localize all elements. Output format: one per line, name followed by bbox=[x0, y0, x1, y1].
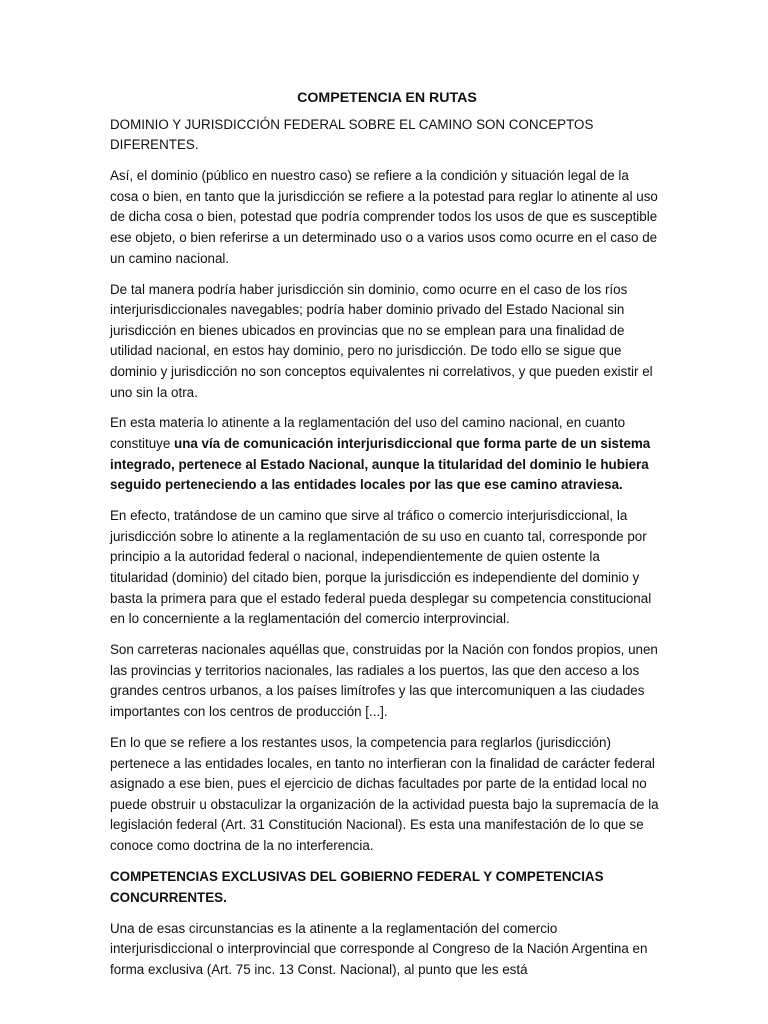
document-page bbox=[110, 88, 660, 991]
paragraph-jurisdiccion-sin-dominio: De tal manera podría haber jurisdicción sin dominio, como ocurre en el caso de los ríos interjurisdiccionales navegables; podría haber dominio privado del Estado Nacional sin jurisdicción en bienes ubicados en provincias que no se emplean para una finalidad de utilidad nacional, en estos hay dominio, pero no jurisdicción. De todo ello se sigue que dominio y jurisdicción no son conceptos equivalentes ni correlativos, y que pueden existir el uno sin la otra. bbox=[110, 281, 653, 400]
paragraph-en-efecto: En efecto, tratándose de un camino que sirve al tráfico o comercio interjurisdiccional, la jurisdicción sobre lo atinente a la reglamentación de su uso en cuanto tal, corresponde por principio a la autoridad federal o nacional, independientemente de quien ostente la titularidad (dominio) del citado bien, porque la jurisdicción es independiente del dominio y basta la primera para que el estado federal pueda desplegar su competencia constitucional en lo concerniente a la reglamentación del comercio interprovincial. bbox=[110, 508, 652, 627]
paragraph-reglamentacion bbox=[110, 413, 660, 495]
document-subtitle: DOMINIO Y JURISDICCIÓN FEDERAL SOBRE EL CAMINO SON CONCEPTOS DIFERENTES. bbox=[110, 116, 594, 153]
paragraph-restantes-usos: En lo que se refiere a los restantes usos, la competencia para reglarlos (jurisdicción) pertenece a las entidades locales, en tanto no interfieran con la finalidad de carácter federal asignado a ese bien, pues el ejercicio de dichas facultades por parte de la entidad local no puede obstruir u obstaculizar la organización de la actividad puesta bajo la supremacía de la legislación federal (Art. 31 Constitución Nacional). Es esta una manifestación de lo que se conoce como doctrina de la no interferencia. bbox=[110, 734, 659, 853]
document-title: COMPETENCIA EN RUTAS bbox=[297, 90, 477, 106]
paragraph-reglamentacion-bold: una vía de comunicación interjurisdiccional que forma parte de un sistema integrado, pertenece al Estado Nacional, aunque la titularidad del dominio le hubiera seguido perteneciendo a las entidades locales por las que ese camino atraviesa. bbox=[110, 436, 651, 493]
paragraph-dominio: Así, el dominio (público en nuestro caso) se refiere a la condición y situación legal de la cosa o bien, en tanto que la jurisdicción se refiere a la potestad para reglar lo atinente al uso de dicha cosa o bien, potestad que podría comprender todos los usos de que es susceptible ese objeto, o bien referirse a un determinado uso o a varios usos como ocurre en el caso de un camino nacional. bbox=[110, 168, 658, 266]
paragraph-carreteras-nacionales: Son carreteras nacionales aquéllas que, construidas por la Nación con fondos propios, unen las provincias y territorios nacionales, las radiales a los puertos, las que den acceso a los grandes centros urbanos, a los países limítrofes y las que intercomuniquen a las ciudades importantes con los centros de producción [...]. bbox=[110, 642, 658, 719]
paragraph-reglamentacion-text: En esta materia lo atinente a la reglamentación del uso del camino nacional, en cuanto constituye bbox=[110, 415, 626, 452]
section-heading-competencias: COMPETENCIAS EXCLUSIVAS DEL GOBIERNO FEDERAL Y COMPETENCIAS CONCURRENTES. bbox=[110, 868, 604, 905]
paragraph-circunstancias: Una de esas circunstancias es la atinente a la reglamentación del comercio interjurisdiccional o interprovincial que corresponde al Congreso de la Nación Argentina en forma exclusiva (Art. 75 inc. 13 Const. Nacional), al punto que les está bbox=[110, 920, 648, 977]
